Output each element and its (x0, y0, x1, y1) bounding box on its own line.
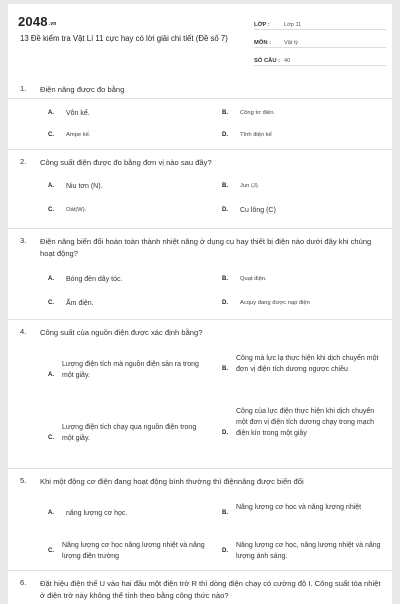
question-number: 2. (20, 157, 27, 166)
question-number: 5. (20, 476, 27, 485)
option-text: Lượng điện tích mà nguồn điện sản ra trong một giây. (62, 361, 199, 379)
question-6 (20, 578, 382, 604)
question-text: Đặt hiệu điện thế U vào hai đầu một điện trở R thì dòng điện chạy có cường độ I. Công suất tỏa nhiệt ở điện trở này không thể tính theo bằng công thức nào? (40, 579, 381, 600)
option-label: D. (222, 300, 228, 306)
option-text: Công mà lực lạ thực hiện khi dịch chuyển một đơn vị điện tích dương ngược chiều (236, 355, 379, 373)
option-b[interactable] (222, 181, 382, 192)
option-label: B. (222, 276, 228, 282)
option-text: Lượng điện tích chạy qua nguồn điện trong một giây. (62, 424, 197, 442)
question-divider (8, 468, 392, 469)
option-c[interactable] (48, 540, 216, 562)
option-text: Ampe kế. (66, 132, 91, 138)
option-label: D. (222, 207, 228, 213)
option-text: Vôn kế. (66, 110, 90, 117)
question-number: 1. (20, 84, 27, 93)
question-text: Công suất điện được đo bằng đơn vị nào sau đây? (40, 158, 212, 167)
option-text: Niu tơn (N). (66, 183, 103, 190)
option-a[interactable] (48, 508, 208, 519)
option-d[interactable] (222, 130, 382, 141)
question-text: Điện năng biến đổi hoàn toàn thành nhiệt năng ở dụng cụ hay thiết bị điện nào dưới đây khi chúng hoạt động? (40, 237, 372, 258)
option-text: Công của lực điện thực hiện khi dịch chuyển một đơn vị điện tích dương chạy trong mạch điện kín trong một giây (236, 408, 375, 437)
option-text: Cu lông (C) (240, 207, 276, 214)
option-text: Năng lượng cơ học, năng lượng nhiệt và năng lượng ánh sáng. (236, 542, 381, 560)
option-label: A. (48, 183, 54, 189)
option-d[interactable] (222, 540, 384, 562)
meta-subject-value: Vật lý (284, 40, 298, 46)
option-text: Công tơ điện. (240, 110, 276, 116)
option-c[interactable] (48, 205, 208, 216)
option-b[interactable] (222, 274, 382, 285)
option-label: A. (48, 110, 54, 116)
option-label: C. (48, 300, 54, 306)
question-text: Công suất của nguồn điện được xác định bằng? (40, 328, 203, 337)
question-number: 4. (20, 327, 27, 336)
question-divider (8, 149, 392, 150)
option-label: A. (48, 276, 54, 282)
option-text: Năng lượng cơ học năng lượng nhiệt và năng lượng điện trường (62, 542, 205, 560)
option-b[interactable] (222, 502, 384, 516)
meta-count-value: 40 (284, 58, 291, 64)
meta-subject-row (254, 34, 386, 48)
option-label: B. (222, 510, 228, 516)
option-text: Jun (J). (240, 183, 260, 189)
question-divider (8, 570, 392, 571)
option-c[interactable] (48, 298, 208, 309)
question-number: 6. (20, 578, 27, 587)
option-label: C. (48, 132, 54, 138)
option-a[interactable] (48, 274, 208, 285)
question-5 (20, 476, 382, 576)
option-label: B. (222, 366, 228, 372)
option-label: A. (48, 372, 54, 378)
question-4 (20, 327, 382, 467)
option-label: C. (48, 207, 54, 213)
option-d[interactable] (222, 298, 382, 309)
document-page (8, 4, 392, 604)
option-b[interactable] (222, 353, 384, 375)
option-label: A. (48, 510, 54, 516)
option-text: năng lượng cơ học. (66, 510, 128, 517)
option-label: D. (222, 548, 228, 554)
logo-text: 2048 (18, 14, 48, 29)
question-1 (20, 84, 382, 154)
question-3 (20, 236, 382, 316)
meta-count-label: SỐ CÂU : (254, 58, 281, 64)
option-text: Tĩnh điện kế (240, 132, 272, 138)
option-label: C. (48, 435, 54, 441)
document-title: 13 Đề kiểm tra Vật Lí 11 cực hay có lời giải chi tiết (Đề số 7) (20, 34, 228, 43)
option-label: B. (222, 110, 228, 116)
option-a[interactable] (48, 359, 208, 381)
option-d[interactable] (222, 205, 382, 216)
option-a[interactable] (48, 108, 208, 119)
option-d[interactable] (222, 406, 384, 439)
option-label: C. (48, 548, 54, 554)
option-text: Oát(W). (66, 207, 87, 213)
question-text: Khi một động cơ điện đang hoạt động bình thường thì điệnnăng được biến đổi (40, 477, 304, 486)
option-label: B. (222, 183, 228, 189)
document-meta (254, 16, 386, 70)
question-text: Điện năng được đo bằng (40, 85, 125, 94)
question-divider (8, 228, 392, 229)
option-a[interactable] (48, 181, 208, 192)
question-divider (8, 319, 392, 320)
option-c[interactable] (48, 422, 208, 444)
meta-count-row (254, 52, 386, 66)
option-text: Quạt điện. (240, 276, 267, 282)
logo-suffix: .vn (48, 21, 57, 27)
option-b[interactable] (222, 108, 382, 119)
meta-class-value: Lớp 11 (284, 22, 302, 28)
option-c[interactable] (48, 130, 208, 141)
option-text: Bóng đèn dây tóc. (66, 276, 123, 283)
option-text: Acquy đang được nạp điện (240, 300, 310, 306)
option-text: Ấm điện. (66, 300, 94, 307)
option-label: D. (222, 132, 228, 138)
meta-subject-label: MÔN : (254, 40, 272, 46)
option-text: Năng lượng cơ học và năng lượng nhiệt (236, 504, 362, 511)
question-number: 3. (20, 236, 27, 245)
meta-class-row (254, 16, 386, 30)
option-label: D. (222, 430, 228, 436)
document-header (8, 4, 392, 86)
question-2 (20, 157, 382, 227)
meta-class-label: LỚP : (254, 22, 270, 28)
